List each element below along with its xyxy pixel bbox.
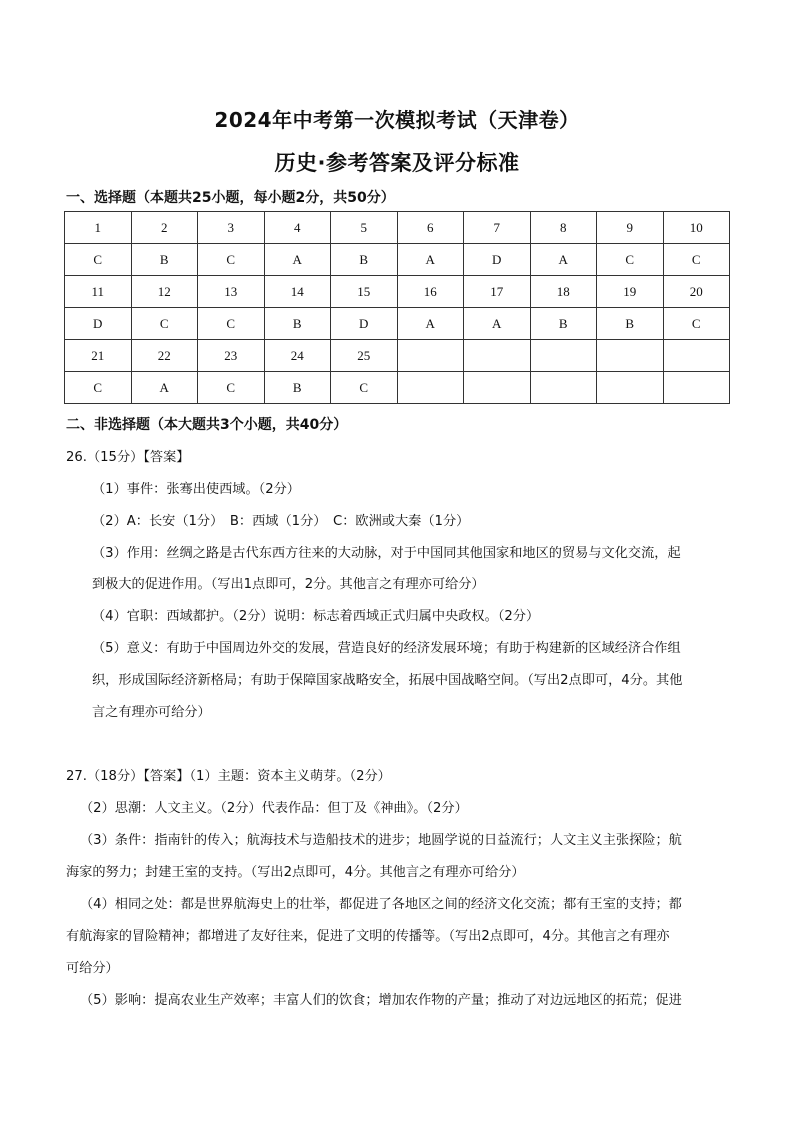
question-number-cell: 25 [331,340,398,372]
question-number-cell: 16 [397,276,464,308]
question-number-cell: 5 [331,212,398,244]
answer-cell: C [331,372,398,404]
q26-line-1: （1）事件：张骞出使西域。（2分） [92,482,300,497]
q27-line-6: 有航海家的冒险精神；都增进了友好往来，促进了文明的传播等。（写出2点即可，4分。其他言之有理亦 [66,929,670,944]
answer-cell: C [663,308,730,340]
answer-table [64,211,730,404]
answer-table-row [65,212,730,244]
question-number-cell [597,340,664,372]
question-number-cell [464,340,531,372]
q26-line-3: （3）作用：丝绸之路是古代东西方往来的大动脉，对于中国同其他国家和地区的贸易与文化交流，起 [92,546,681,561]
answer-table-row [65,244,730,276]
answer-table-row [65,276,730,308]
question-number-cell: 3 [198,212,265,244]
q27-line-7: 可给分） [66,961,119,976]
exam-subtitle: 历史·参考答案及评分标准 [274,151,520,175]
q26-line-5: （4）官职：西域都护。（2分）说明：标志着西域正式归属中央政权。（2分） [92,609,540,624]
q27-line-1: 27.（18分）【答案】（1）主题：资本主义萌芽。（2分） [66,769,391,784]
q26-line-2: （2）A：长安（1分） B：西域（1分） C：欧洲或大秦（1分） [92,514,470,529]
question-number-cell: 10 [663,212,730,244]
question-number-cell: 24 [264,340,331,372]
answer-cell: A [397,308,464,340]
answer-cell: C [65,372,132,404]
answer-cell: D [464,244,531,276]
question-number-cell [663,340,730,372]
answer-table-row [65,308,730,340]
answer-cell: B [264,308,331,340]
answer-table-row [65,372,730,404]
question-number-cell: 18 [530,276,597,308]
answer-cell [663,372,730,404]
question-number-cell: 14 [264,276,331,308]
answer-cell: C [663,244,730,276]
answer-cell: B [530,308,597,340]
answer-table-row [65,340,730,372]
q26-line-4: 到极大的促进作用。（写出1点即可，2分。其他言之有理亦可给分） [92,577,485,592]
answer-cell: A [264,244,331,276]
section1-heading: 一、选择题（本题共25小题，每小题2分，共50分） [66,190,395,206]
question-number-cell: 23 [198,340,265,372]
answer-cell: B [131,244,198,276]
question-number-cell [530,340,597,372]
answer-cell: A [464,308,531,340]
question-number-cell: 1 [65,212,132,244]
answer-cell: C [198,308,265,340]
answer-cell [597,372,664,404]
answer-cell: C [65,244,132,276]
section2-heading: 二、非选择题（本大题共3个小题，共40分） [66,417,348,433]
question-number-cell [397,340,464,372]
question-number-cell: 6 [397,212,464,244]
q27-line-4: 海家的努力；封建王室的支持。（写出2点即可，4分。其他言之有理亦可给分） [66,865,525,880]
question-number-cell: 8 [530,212,597,244]
question-number-cell: 17 [464,276,531,308]
q27-line-2: （2）思潮：人文主义。（2分）代表作品：但丁及《神曲》。（2分） [80,801,468,816]
answer-cell: C [198,372,265,404]
answer-cell: B [597,308,664,340]
q27-line-5: （4）相同之处：都是世界航海史上的壮举，都促进了各地区之间的经济文化交流；都有王室的支持；都 [80,897,682,912]
answer-cell: C [198,244,265,276]
question-number-cell: 13 [198,276,265,308]
answer-cell: D [331,308,398,340]
answer-cell: C [131,308,198,340]
question-number-cell: 19 [597,276,664,308]
exam-title: 2024年中考第一次模拟考试（天津卷） [214,108,580,132]
q27-line-8: （5）影响：提高农业生产效率；丰富人们的饮食；增加农作物的产量；推动了对边远地区的拓荒；促进 [80,993,682,1008]
answer-cell: A [530,244,597,276]
question-number-cell: 22 [131,340,198,372]
question-number-cell: 15 [331,276,398,308]
q26-line-7: 织，形成国际经济新格局；有助于保障国家战略安全，拓展中国战略空间。（写出2点即可，4分。其他 [92,673,683,688]
answer-cell: B [331,244,398,276]
question-number-cell: 12 [131,276,198,308]
q26-line-6: （5）意义：有助于中国周边外交的发展，营造良好的经济发展环境；有助于构建新的区域经济合作组 [92,641,681,656]
answer-cell: B [264,372,331,404]
answer-cell: A [131,372,198,404]
answer-cell: D [65,308,132,340]
question-number-cell: 2 [131,212,198,244]
question-number-cell: 9 [597,212,664,244]
question-number-cell: 11 [65,276,132,308]
q26-header: 26.（15分）【答案】 [66,450,190,465]
question-number-cell: 7 [464,212,531,244]
q27-line-3: （3）条件：指南针的传入；航海技术与造船技术的进步；地圆学说的日益流行；人文主义主张探险；航 [80,833,682,848]
question-number-cell: 20 [663,276,730,308]
answer-cell: C [597,244,664,276]
answer-cell [530,372,597,404]
question-number-cell: 4 [264,212,331,244]
question-number-cell: 21 [65,340,132,372]
q26-line-8: 言之有理亦可给分） [92,705,211,720]
answer-cell [397,372,464,404]
answer-cell [464,372,531,404]
answer-cell: A [397,244,464,276]
